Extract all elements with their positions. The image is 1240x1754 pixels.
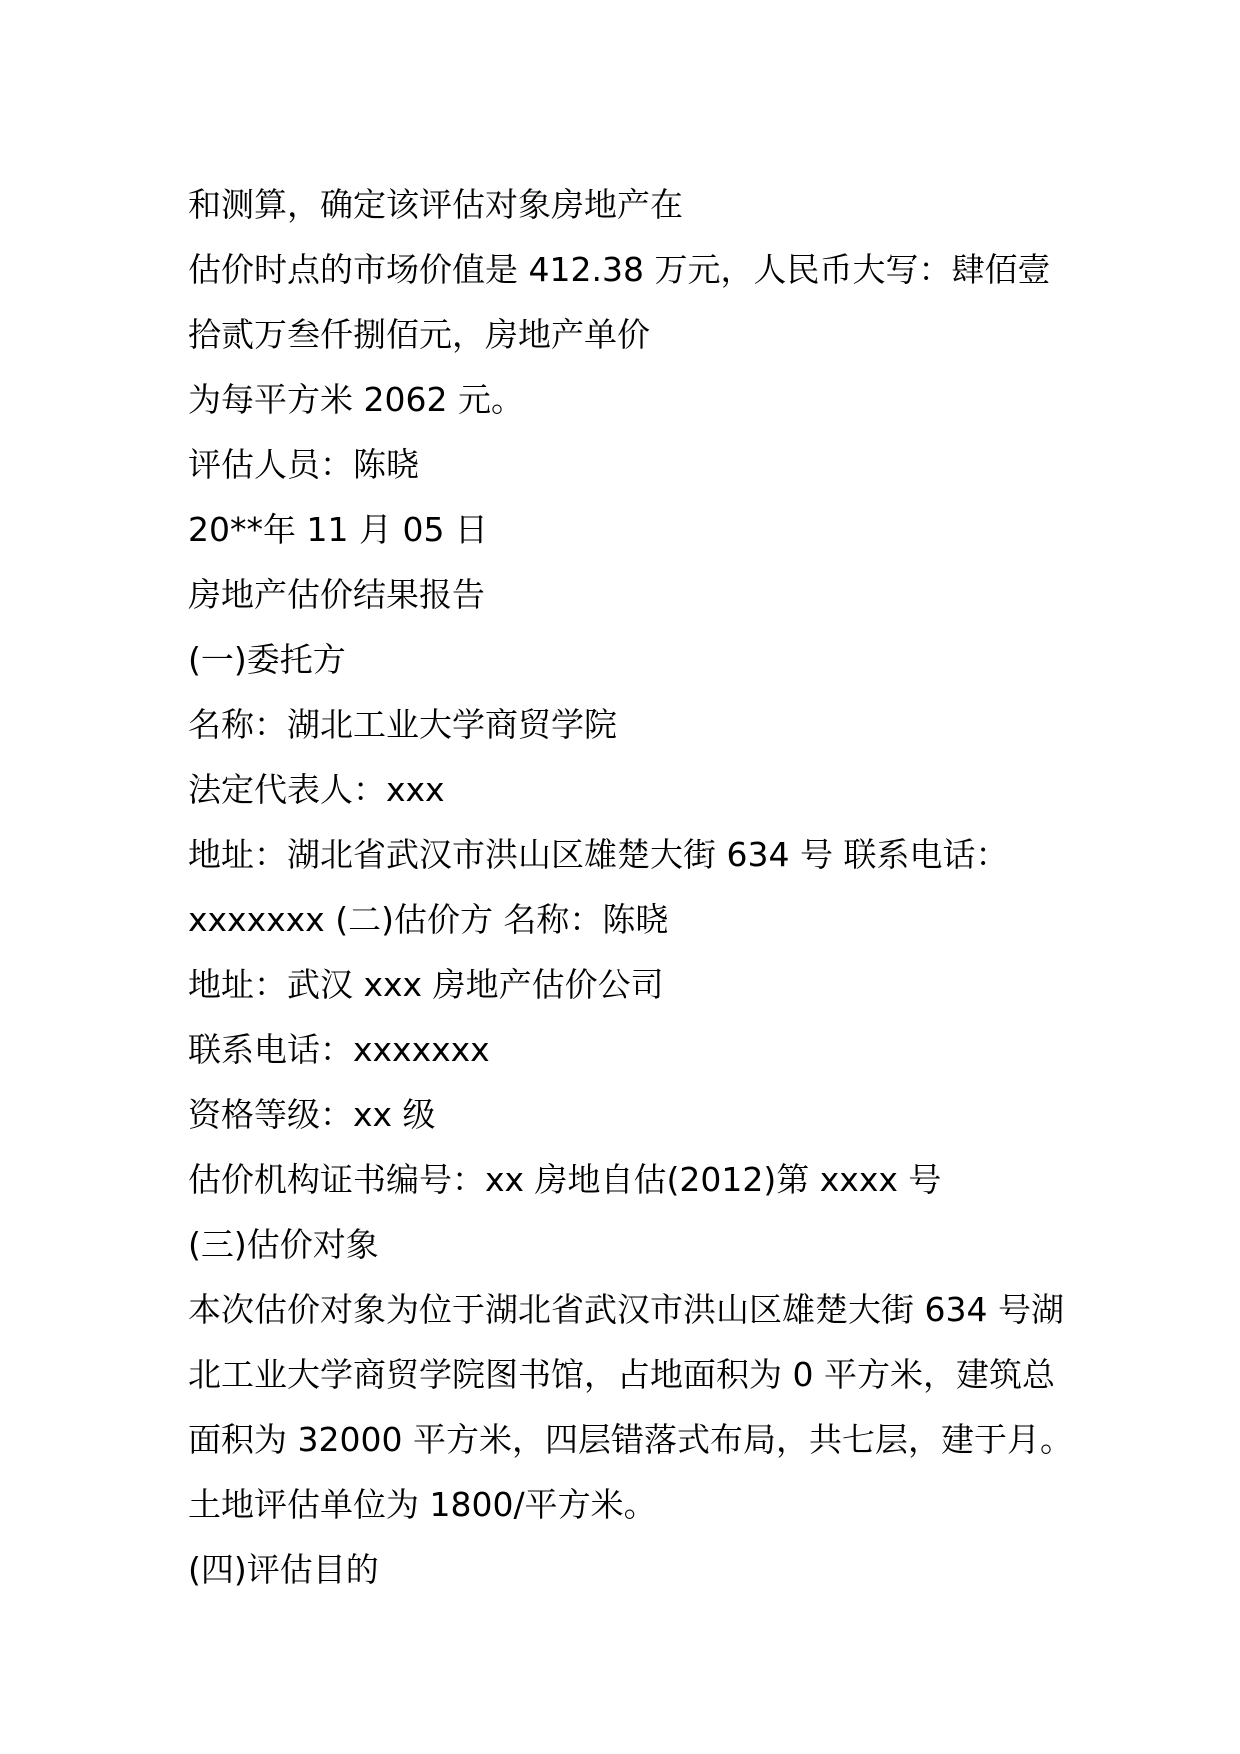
section-heading-client: (一)委托方	[188, 640, 346, 679]
body-line-value-in-words: 拾贰万叁仟捌佰元，房地产单价	[188, 315, 650, 354]
appraiser-line: 评估人员：陈晓	[188, 445, 419, 484]
appraiser-address-line: 地址：武汉 xxx 房地产估价公司	[188, 965, 664, 1004]
subject-description-line-3: 面积为 32000 平方米，四层错落式布局，共七层，建于月。	[188, 1420, 1073, 1459]
client-address-line: 地址：湖北省武汉市洪山区雄楚大街 634 号 联系电话：	[188, 835, 1009, 874]
client-name-line: 名称：湖北工业大学商贸学院	[188, 705, 617, 744]
client-representative-line: 法定代表人：xxx	[188, 770, 445, 809]
section-heading-subject: (三)估价对象	[188, 1225, 379, 1264]
date-line: 20**年 11 月 05 日	[188, 510, 488, 549]
appraiser-phone-line: 联系电话：xxxxxxx	[188, 1030, 490, 1069]
body-line-market-value: 估价时点的市场价值是 412.38 万元，人民币大写：肆佰壹	[188, 250, 1051, 289]
subject-description-line-1: 本次估价对象为位于湖北省武汉市洪山区雄楚大街 634 号湖	[188, 1290, 1064, 1329]
document-body	[188, 172, 1073, 1602]
subject-description-line-2: 北工业大学商贸学院图书馆，占地面积为 0 平方米，建筑总	[188, 1355, 1055, 1394]
body-line-conclusion-intro: 和测算，确定该评估对象房地产在	[188, 185, 683, 224]
report-title: 房地产估价结果报告	[188, 575, 485, 614]
certificate-number-line: 估价机构证书编号：xx 房地自估(2012)第 xxxx 号	[188, 1160, 942, 1199]
body-line-unit-price: 为每平方米 2062 元。	[188, 380, 524, 419]
section-heading-purpose: (四)评估目的	[188, 1550, 379, 1589]
qualification-level-line: 资格等级：xx 级	[188, 1095, 436, 1134]
land-unit-price-line: 土地评估单位为 1800/平方米。	[188, 1485, 657, 1524]
client-phone-and-appraiser-line: xxxxxxx (二)估价方 名称：陈晓	[188, 900, 669, 939]
